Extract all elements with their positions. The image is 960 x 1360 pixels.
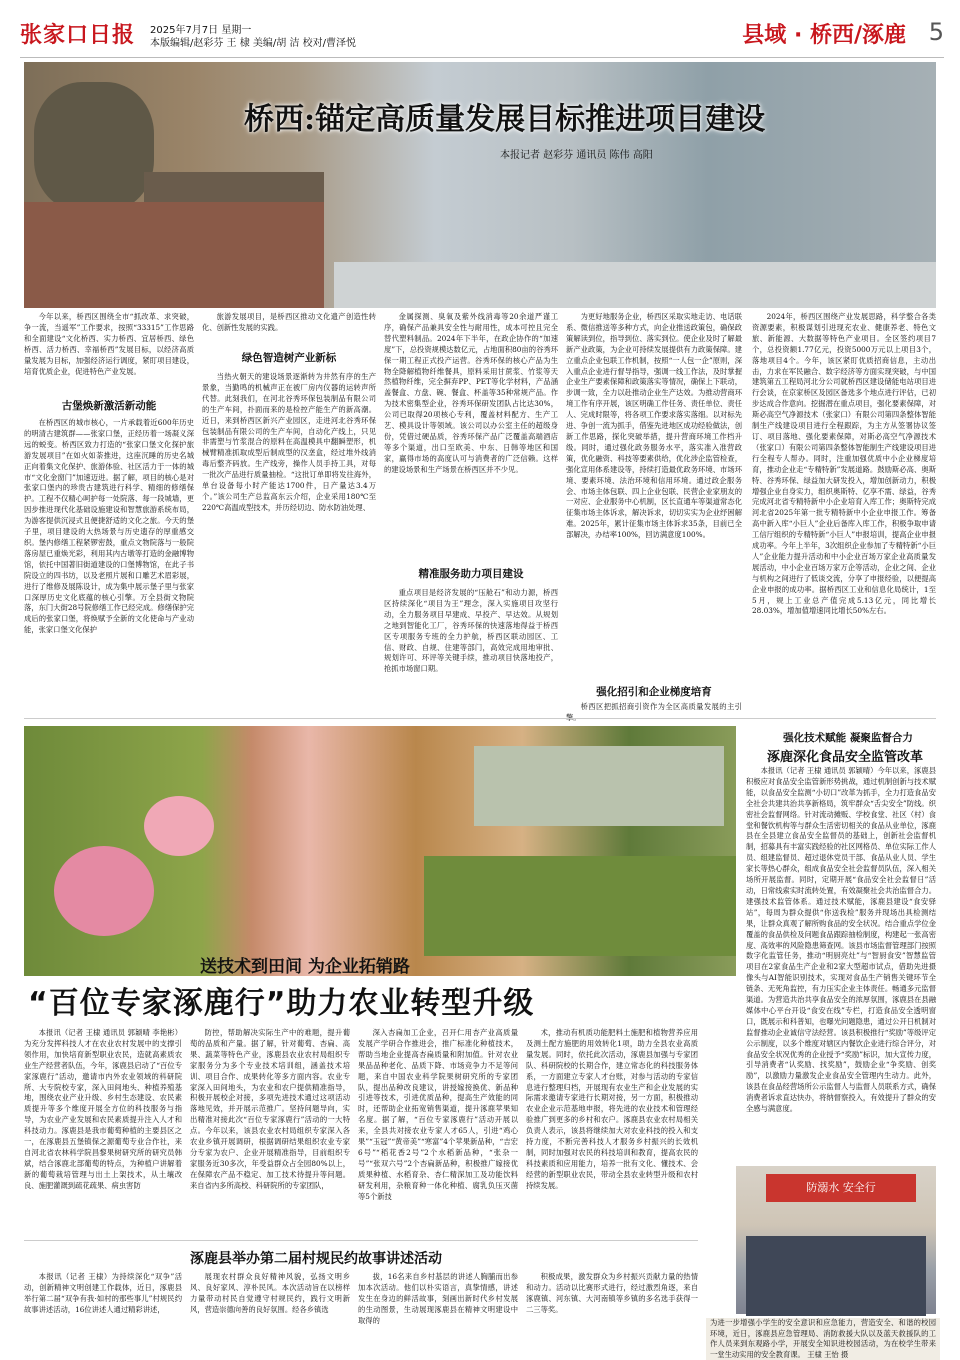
story2-col4 <box>526 1028 698 1236</box>
paragraph: 2024年，桥西区围绕产业发展思路，科学整合各类资源要素，积极谋划引进现充农业、健康养老、特色文旅、新能源、大数据等特色产业项目。全区签约项目7个，总投资额1.77亿元，投资5000万元以上项目3个，落地项目4个。今年，该区紧盯优质招商信息，主动出击，力求在军民融合、数字经济等方面实现突破，与中国建筑第五工程局河北分公司就桥西区建设储能电站项目进行会谈，在京家桥区及园区备选多个地点进行评估，已初步达成合作意向。挖掘潜在重点项目，强化要素保障，对斯必高空气净源技术（张家口）有限公司第四条整体智能制生产线建设项目进行全程跟踪，为主方从签署协议签订、项目落地、强化要素保障，对斯必高空气净源技术（张家口）有限公司第四条整体智能制生产线建设项目进行全程专人帮办。同时，注重加强优质中小企业梯度培育，推动企业走“专精特新”发展道路。鼓励斯必高、奥斯特、谷秀环保、绿益加大研发投入，增加创新动力，积极增强企业自身实力，组织奥斯特、亿享不需、绿益，谷秀完成河北省专精特新中小企业培育入库工作；奥斯特完成河北省2025年第一批专精特新中小企业申报工作。筹备高中新入库“小巨人”企业后备库入库工作，积极争取申请工信厅组织的专精特新“小巨人”申报培训，提高企业申报成功率。今年上半年，3次组织企业参加了专精特新“小巨人”企业能力提升活动和中小企业百场万家企业高质量发展活动，中小企业百场万家万企等活动，企业之间、企业与机构之间进行了低谈交流，分享了申报经验，以便提高企业申报的成功率。据桥西区工业和信息化局统计，1至5月，规上工业总产值完成5.13亿元，同比增长28.03%，增加值增速同比增长50%左右。 <box>752 312 936 616</box>
story3-body <box>746 766 936 1162</box>
story1-col3-top <box>384 312 558 560</box>
story4-col2 <box>190 1272 350 1348</box>
paragraph: 积极成果，激发群众为乡村振兴贡献力量的热情和动力。活动以比赛形式进行，经过激烈角逐，来自涿鹿镇、河东镇、大河南镇等乡镇的多名选手获得一二三等奖。 <box>526 1272 698 1314</box>
headline-story3: 涿鹿深化食品安全监管改革 <box>766 750 923 765</box>
photo-factory-floor-shape <box>334 262 936 308</box>
photo-school-safety <box>736 1166 936 1314</box>
kicker-story2: 送技术到田间 为企业拓销路 <box>200 957 410 977</box>
photo-field-shape <box>424 856 736 956</box>
page-number: 5 <box>928 18 944 46</box>
headline-story4: 涿鹿县举办第二届村规民约故事讲述活动 <box>190 1251 442 1267</box>
photo-apple-shape-2 <box>144 796 214 856</box>
masthead <box>20 18 944 58</box>
story1-col4-body <box>566 702 742 712</box>
story2-col2 <box>190 1028 350 1236</box>
subhead-story1-2: 绿色智造树产业新标 <box>241 352 337 364</box>
subhead-story1-4: 强化招引和企业梯度培育 <box>596 686 712 698</box>
headline-story2: “百位专家涿鹿行”助力农业转型升级 <box>28 986 535 1021</box>
caption-credit: 王棣 王怡 摄 <box>807 1349 849 1359</box>
story1-col2-body <box>202 372 376 712</box>
photo-caption <box>706 1318 940 1360</box>
story1-col2-top <box>202 312 376 334</box>
paragraph: 为更好地服务企业，桥西区采取实地走访、电话联系、微信推送等多种方式，向企业推送政策包，确保政策解读到位，指导到位、落实到位。使企业及时了解最新产业政策，为企业可持续发展提供有力政策保障。建立重点企业包联工作机制，按照“一人包一企”原则，深入重点企业进行督导指导，强调一线工作法，及时掌握企业生产要素保障和政策落实等情况，确保上下联动，步调一致，全力以赴推动企业生产达效。为推动营商环境工作有序开展，该区明确工作任务、责任单位、责任人、完成时限等，将各项工作要求落实落细。以对标先进、争创一流为抓手，借鉴先进地区成功经验做法，创新工作思路，探化突破举措，提升营商环境工作档升级。同时，通过强化政务服务水平，落实准入准营政策，优化融资、科技等要素供给，优化涉企监管检查，强化宣用体系建设等，持续打造最优政务环境、市场环境、要素环境、法治环境和信用环境。通过政企服务会、市场主体包联、四上企业包联、民营企业家朋友的一对应、企业服务中心机制，区长直通车等渠道常态化征集市场主体诉求，解决诉求，切切实实为企业纾困解难。2025年，累计征集市场主体诉求35条，目前已全部解决，办结率100%，回访满意度100%。 <box>566 312 742 540</box>
section-title: 县域 · 桥西/涿鹿 <box>742 23 906 48</box>
story1-col3-body <box>384 588 558 712</box>
paragraph: 防控，帮助解决实际生产中的难题，提升葡萄的品质和产量。据了解，针对葡萄、杏扁、高果、蔬菜等特色产业，涿鹿县农业农村局组织专家服务分为多个专业技术培训组，涵盖技术培训、项目合作、成果转化等多方面内容。农业专家深入田间地头，为农业和农户提供精准指导，积极开展校企对接，多项先进技术通过这项活动落地见效，并开展示范推广。坚持问题导向，实出精准对接此次“百位专家涿鹿行”活动的一大特点。今年以来，该县农业农村局组织专家深入各农业乡镇开展调研，根据调研结果组织农业专家分专家为农户、企业开展精准指导，目前组织专家服务近30多次，年受益群众占全园80%以上，在保障农产品不稳定、加工技术待提升等问题。来自省内多所高校、科研院所的专家团队， <box>190 1028 350 1190</box>
issue-date: 2025年7月7日 星期一 <box>150 25 252 36</box>
subhead-story1-3: 精准服务助力项目建设 <box>418 568 524 580</box>
byline-story1: 本报记者 赵彩芬 通讯员 陈伟 高阳 <box>500 150 653 161</box>
story4-col1 <box>24 1272 182 1348</box>
issue-info <box>150 24 356 50</box>
paragraph: 金属探测、臭氧及紫外线消毒等20余道严谨工序，确保产品兼具安全性与耐用性，成本可控且完全替代塑料制品。2024年下半年，在政企协作的“加速度”下，总投资规模达数亿元，占地面积80亩的谷秀环保一期工程正式投产运营。谷秀环保的核心产品为生物全降解植物纤维餐具，原料采用甘蔗浆、竹浆等天然植物纤维，完全摒弃PP、PET等化学材料，产品涵盖餐盒、方盘、碗、餐盒、杯盖等35种常规产品。作为技术密集型企业，谷秀环保研发团队占比达30%，公司已取得20项核心专利，覆盖材料配方、生产工艺、模具设计等领域。该公司以办公室主任的超级身份，凭借过硬品质，谷秀环保产品广泛覆盖高端酒店等多个渠道，出口至欧美、中东、日韩等地区和国家，赢得市场的高度认可与消费者的广泛信赖。这样的建设场景和生产场景在桥西区并不少见。 <box>384 312 558 474</box>
subhead-story1-1: 古堡焕新激活新动能 <box>61 400 157 412</box>
editor-credits: 本版编辑/赵彩芬 王 棣 美编/胡 洁 校对/曹泽悦 <box>150 38 357 49</box>
photo-apple-shape <box>54 846 154 936</box>
paragraph: 重点项目是经济发展的“压舱石”和动力源，桥西区持续深化“项目为王”理念，深入实施项目攻坚行动，全力服务项目早建成、早投产、早达效。从规划之地到智能化工厂，谷秀环保的快速落地得益于桥西区专项服务专班的全力护航，桥西区联动园区、工信、财政、自规、住建等部门，高效完成用地审批、规划许可、环评等关键手续，推动项目快落地投产，抢抓市场窗口期。 <box>384 588 558 674</box>
story4-col4 <box>526 1272 698 1348</box>
paragraph: 本报讯（记者 王棣）为持续深化“双争”活动，创新精神文明创建工作载体，近日，涿鹿县举行第二届“双争有我·如村的那些事儿”村规民约故事讲述活动，16位讲述人通过精彩讲述， <box>24 1272 182 1314</box>
paragraph: 当热火朝天的建设场景逐渐转为井然有序的生产景象，当勤鸣的机械声正在被厂房内仪器的运转声所代替。此刻我们，在河北谷秀环保包装制品有限公司的生产车间，扑面而来的是检控产能生产的新高潮。近日，来到桥西区新兴产业园区，走进河北谷秀环保包装制品有限公司的生产车间，自动化产线上，只见非需塑与竹浆混合的原料在高温模具中翻瞬塑形，机械臂精准抓取成型后制成型的汉垄盒，经过堆外线消毒后整齐码放。生产线旁，操作人员手持工具，对每一批次产品进行质量抽检。“这批订单即将发往海外，单台设备每小时产能达1700件，日产量达3.4万个。”该公司生产总监高东云介绍，企业采用180℃至220℃高温成型技术，并历经切边、防水防油处理、 <box>202 372 376 512</box>
divider <box>24 718 936 719</box>
caption-text: 为进一步增强小学生的安全意识和应急能力，营造安全、和谐的校园环境，近日，涿鹿县应急管理局、消防救援大队以及蓝天救援队的工作人员来到东观路小学，开展安全知识进校园活动，为在校学生带来一堂生动实用的安全教育课。 <box>710 1318 936 1359</box>
story1-col1-body <box>24 418 194 712</box>
photo-tree-shape <box>34 82 154 212</box>
story2-col1 <box>24 1028 182 1236</box>
paragraph: 在桥西区的城市核心，一片承载着近600年历史的明清古建筑群——张家口堡，正经历着一场凝义深远的蜕变。桥西区致力打造的“张家口堡文化探护旅游发展项目”在如火如荼推进，这座沉睡的历史名城正向着集文化保护、旅游体验、社区活力于一体的城市“文化金窗门”加速迈进。据了解，项目的核心是对张家口堡内的珍贵古建筑进行科学、精细的修缮保护。工程不仅精心呵护每一处院落、每一段城墙，更因步推进现代化基础设施建设和智慧旅游系统布局，为游客提供沉浸式且便捷舒适的文化之旅。今天的堡子里，项目建设的大热场景与历史遗存的厚重感交织。堡内修缮工程紧锣密鼓，重点文物院落与一般院落房屋已重焕光彩，利用其内古墩等打造的金融博物馆，依托中国著旧街道建设的口堡博物馆，在此子书院设立的四书坊，以及老照片展和口雕艺术眉彩展，进行了维修及展陈设计，成为集中展示堡子里与张家口深厚历史文化底蕴的核心引擎。万全县街文物院落，东门大街28号院修缮工作已经完成。修缮保护完成后的张家口堡，将焕赋予全新的文化使命与产业动能，张家口堡文化保护 <box>24 418 194 635</box>
paragraph: 今年以来，桥西区围绕全市“抓改革、求突破，争一流，当遥军”工作要求，按照“33315”工作思路和全面建设“文化桥西、实力桥西、宜居桥西、绿色桥西、活力桥西、幸福桥西”发展目标，以经济高质量发展为目标，加强经济运行调度，紧盯项目建设，培育优质企业，促进特色产业发展。 <box>24 312 194 376</box>
photo-students-shape <box>746 1236 926 1316</box>
paragraph: 桥西区把抓招商引资作为全区高质量发展的主引 <box>580 702 742 711</box>
story2-col3 <box>358 1028 518 1236</box>
paragraph: 深入杏扁加工企业，召开仁用杏产业高质量发展产学研合作推进会，推广标准化种植技术，帮助当地企业提高杏扁质量和附加值。针对农业果品品种老化、品质下降、市场竞争力不足等问题，来自中国农业科学院果树研究所的专家团队，提出品种改良建议，讲授嫁接换优、新品种引进等技术，引进优质品种，提高生产效能的同时，还帮助企业拓宽销售渠道，提升涿鹿苹果知名度。据了解，“百位专家涿鹿行”活动开展以来，全县共对接农业专家人才65人，引进“鸡心果”“玉冠”“黄帝美”“寒富”4个苹果新品种，“吉宏6号”“稻花香2号”2个水稻新品种，“张杂一号”“张双六号”2个杏扁新品种，积极推广嫁接优质果种植、水稻育杂、杏仁精深加工及功能饮料研发利用，杂粮育种一体化种植、腐乳负压灭菌等5个新技 <box>358 1028 518 1201</box>
photo-greenhouse-shape <box>474 746 724 826</box>
newspaper-logo: 张家口日报 <box>20 22 136 48</box>
photo-banner-text: 防溺水 安全行 <box>766 1174 916 1202</box>
divider <box>24 1240 698 1241</box>
story4-col3 <box>358 1272 518 1348</box>
photo-wall-shape <box>24 202 324 308</box>
paragraph: 本报讯（记者 王棣 通讯员 郭颖晴 李艳彬）为充分发挥科技人才在农业农村发展中的支撑引领作用，加快培育新型职业农民，造就高素质农业生产经营者队伍，今年，涿鹿县启动了“百位专家涿鹿行”活动，邀请市内外农业领域的科研院所、大专院校专家，深入田间地头、种植养殖基地，围绕农业产业升级、乡村生态建设、农民素质提升等多个维度开展全方位的科技服务与指导，为农业产业发展和农民素质提升注入人才和科技动力。涿鹿县是我市葡萄种植的主要县区之一，在涿鹿县五堡镇保之源葡萄专业合作社，来自河北省农林科学院昌黎果树研究所的研究员韩斌，结合涿鹿北部葡萄的特点，为种植户讲解着新的葡萄栽培管理与出土上架技术，从土壤改良、施肥灌溉到疏花疏果、病虫害防 <box>24 1028 182 1190</box>
story1-col1-intro <box>24 312 194 384</box>
paragraph: 术，推动有机质功能肥料土施肥和植物营养应用及测土配方施肥的用效转化1项，助力全县农业高质量发展。同时，依托此次活动，涿鹿县加强与专家团队、科研院校的长期合作，建立常态化的科技服务体系，一方面建立专家人才台账，对参与活动的专家信息进行整理归档，开展现有农业生产和企业发展的实际需求邀请专家进行长期对接，另一方面，积极推动农业企业示范基地申报，将先进的农业技术和管理经验推广到更多的乡村和农户。涿鹿县农业农村局相关负责人表示，该县将继续加大对农业科技的投入和支持力度，不断完善科技人才服务乡村振兴的长效机制，同时加强对农民的科技培训和教育，提高农民的科技素质和应用能力，培养一批有文化、懂技术、会经营的新型职业农民，带动全县农业转型升级和农村持续发展。 <box>526 1028 698 1190</box>
kicker-story3: 强化技术赋能 凝聚监督合力 <box>783 732 913 744</box>
photo-agriculture-collage <box>24 726 736 976</box>
headline-story1: 桥西:锚定高质量发展目标推进项目建设 <box>244 102 766 137</box>
paragraph: 本报讯（记者 王棣 通讯员 郭颖晴）今年以来，涿鹿县积极应对食品安全监管新形势挑战，通过机制创新与技术赋能，以食品安全监测“小切口”改革为抓手，全力打造食品安全社会共建共治共享新格局，筑牢群众“舌尖安全”防线。织密社会监督网络。针对流动摊贩、学校食堂、社区（村）食堂和餐饮机构等与群众生活密切相关的食品从业单位，涿鹿县在全县建立食品安全监督员的基础上，创新社会监督机制，招募具有丰富实践经验的社区网格员、单位实际工作人员、组建监督员、超过退休党员干部、食品从业人员、学生家长等热心群众，组成食品安全社会监督员队伍，深入相关场所开展监督。同时，定期开展“食品安全社会监督日”活动，日常线索实时流转处置，有效凝聚社会共治监督合力。建强技术监管体系。通过技术赋能，涿鹿县建设“食安驿站”，每周为群众提供“你送我检”服务并现场出具检测结果，让群众真观了解所购食品的安全状况。结合重点学位金覆盖的食品供检及问题食品跟踪抽检制度，构建起一张高密度、高效率的风险隐患筛查网。该县市场监督管理部门按照数字化监管任务，推动“明厨亮灶”与“智厨食安”智慧监管项目在2家食品生产企业和2家大型超市试点，借助先进摄像头与AI智能识别技术，实现对食品生产销售关键环节全链条、无死角监控，有力压实企业主体责任。畅通多元监督渠道。为营造共治共享食品安全的浓厚氛围，涿鹿县在县融媒体中心平台开设“食安在线”专栏，打造食品安全透明窗口，既展示和科普知，也曝光问题隐患，通过公开日机制对监督推动企业诚信守法经营。该县积极推行“奖励”等级评定公示制度，以多个维度对辖区内餐饮企业进行综合评分，对食品安全状况优秀的企业授予“奖励”标识，加大宣传力度，引导消费者“认奖励、找奖励”，鼓励企业“争奖励、创奖励”，以激励力量激发企业食品安全管理内生动力。此外，该县在食品经营场所公示监督人与监督人员联系方式，确保消费者诉求直达快办，将纳督察投入，有效提升了群众的安全感与满意度。 <box>746 766 936 1114</box>
paragraph: 拔，16名来自乡村基层的讲述人胸脯而出参加本次活动。他们以朴实语言，真挚情感，讲述发生在身边的鲜活故事，刻画出新时代乡村发展的生动图景，生动展现涿鹿县在精神文明建设中取得的 <box>358 1272 518 1325</box>
story1-col5 <box>752 312 936 712</box>
paragraph: 展现农村群众良好精神风貌，弘扬文明乡风、良好家风、淳朴民风。本次活动旨在以榜样力量带动村民自觉遵守村规民约，践行文明新风，营造崇德向善的良好氛围。经各乡镇选 <box>190 1272 350 1314</box>
paragraph: 旅游发展项目，是桥西区推动文化遗产创造性转化、创新性发展的实践。 <box>202 312 376 332</box>
story1-col4-top <box>566 312 742 676</box>
